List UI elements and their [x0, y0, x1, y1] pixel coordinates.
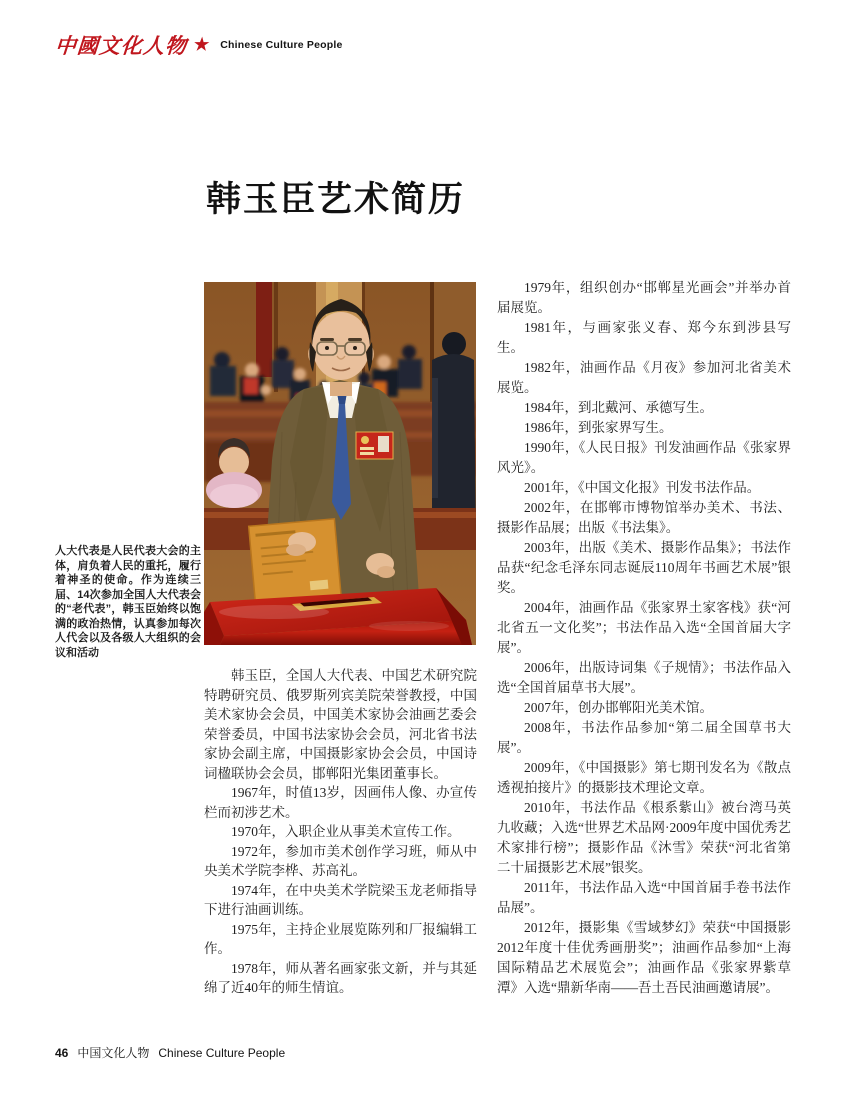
- voting-photo: [204, 282, 476, 645]
- timeline-entry: 2011年，书法作品入选“中国首届手卷书法作品展”。: [497, 880, 791, 915]
- timeline-entry: 1990年，《人民日报》刊发油画作品《张家界风光》。: [497, 440, 791, 475]
- timeline-entry: 2004年，油画作品《张家界土家客栈》获“河北省五一文化奖”；书法作品入选“全国首届大字展”。: [497, 600, 791, 655]
- timeline-entry: 1972年，参加市美术创作学习班，师从中央美术学院李桦、苏高礼。: [204, 843, 477, 878]
- timeline-entry: 2002年，在邯郸市博物馆举办美术、书法、摄影作品展；出版《书法集》。: [497, 500, 791, 535]
- delegate-badge: [356, 432, 393, 459]
- masthead: [55, 30, 343, 60]
- star-icon: ★: [193, 34, 211, 55]
- page-footer: [55, 1044, 285, 1061]
- left-column: [204, 666, 477, 998]
- right-column: [497, 278, 791, 998]
- photo-caption: 人大代表是人民代表大会的主体，肩负着人民的重托，履行着神圣的使命。作为连续三届、14次参加全国人大代表会的“老代表”，韩玉臣始终以饱满的政治热情，认真参加每次人代会以及各级人大组织的会议和活动: [55, 545, 201, 659]
- magazine-logo-chinese: 中國文化人物: [54, 33, 188, 58]
- timeline-entry: 1984年，到北戴河、承德写生。: [524, 400, 713, 415]
- timeline-entry: 2008年，书法作品参加“第二届全国草书大展”。: [497, 720, 791, 755]
- timeline-entry: 1986年，到张家界写生。: [524, 420, 673, 435]
- timeline-entry: 1982年，油画作品《月夜》参加河北省美术展览。: [497, 360, 791, 395]
- article-title: 韩玉臣艺术简历: [206, 180, 466, 219]
- footer-text-chinese: 中国文化人物: [77, 1046, 150, 1060]
- timeline-entry: 2007年，创办邯郸阳光美术馆。: [524, 700, 713, 715]
- timeline-entry: 2009年，《中国摄影》第七期刊发名为《散点透视拍接片》的摄影技术理论文章。: [497, 760, 791, 795]
- timeline-entry: 1970年，入职企业从事美术宣传工作。: [231, 824, 461, 839]
- timeline-entry: 1975年，主持企业展览陈列和厂报编辑工作。: [204, 921, 477, 956]
- bio-paragraph: 韩玉臣，全国人大代表、中国艺术研究院特聘研究员、俄罗斯列宾美院荣誉教授，中国美术家协会会员，中国美术家协会油画艺委会荣誉委员，中国书法家协会会员，河北省书法家协会副主席，中国摄影家协会会员，中国诗词楹联协会会员，邯郸阳光集团董事长。: [204, 668, 477, 781]
- timeline-entry: 2010年，书法作品《根系紫山》被台湾马英九收藏；入选“世界艺术品网·2009年度中国优秀艺术家排行榜”；摄影作品《沐雪》荣获“河北省第二十届摄影艺术展”银奖。: [497, 800, 791, 875]
- timeline-entry: 1978年，师从著名画家张文新，并与其延绵了近40年的师生情谊。: [204, 960, 477, 995]
- timeline-entry: 2012年，摄影集《雪域梦幻》荣获“中国摄影2012年度十佳优秀画册奖”；油画作品参加“上海国际精品艺术展览会”；油画作品《张家界紫草潭》入选“鼎新华南——吾土吾民油画邀请展”。: [497, 920, 791, 995]
- page-number: 46: [55, 1046, 69, 1060]
- timeline-entry: 2003年，出版《美术、摄影作品集》；书法作品获“纪念毛泽东同志诞辰110周年书画艺术展”银奖。: [497, 540, 791, 595]
- timeline-entry: 2001年，《中国文化报》刊发书法作品。: [524, 480, 761, 495]
- timeline-entry: 1979年，组织创办“邯郸星光画会”并举办首届展览。: [497, 280, 791, 315]
- footer-text-english: Chinese Culture People: [158, 1046, 286, 1060]
- timeline-entry: 1974年，在中央美术学院梁玉龙老师指导下进行油画训练。: [204, 882, 477, 917]
- timeline-entry: 1967年，时值13岁，因画伟人像、办宣传栏而初涉艺术。: [204, 785, 477, 820]
- timeline-entry: 2006年，出版诗词集《子规情》；书法作品入选“全国首届草书大展”。: [497, 660, 791, 695]
- timeline-entry: 1981年，与画家张义春、郑今东到涉县写生。: [497, 320, 791, 355]
- magazine-logo-english: Chinese Culture People: [220, 39, 343, 51]
